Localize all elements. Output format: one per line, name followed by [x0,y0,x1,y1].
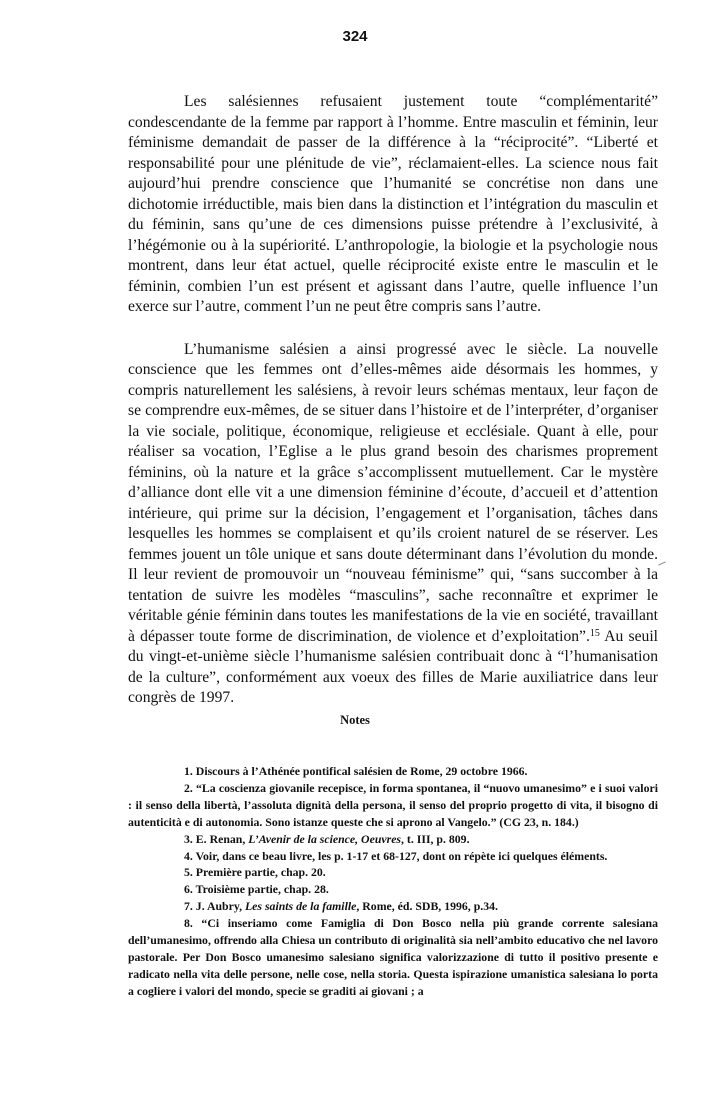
margin-mark [658,561,666,565]
note-8: 8. “Ci inseriamo come Famiglia di Don Bosco nella più grande corrente salesiana dell’umanesimo, offrendo alla Chiesa un contributo di originalità sia nell’ambito educativo che nel lavoro pastorale. Per Don Bosco umanesimo salesiano significa valorizzazione di tutto il positivo presente e radicato nella vita delle persone, nelle cose, nella storia. Questa ispirazione umanistica salesiana lo porta a cogliere i valori del mondo, specie se graditi ai giovani ; a [128,916,658,998]
note-5: 5. Première partie, chap. 20. [184,865,326,880]
note-4: 4. Voir, dans ce beau livre, les p. 1-17 et 68-127, dont on répète ici quelques éléments. [184,848,608,863]
note-3-text: 3. E. Renan, [184,831,249,846]
notes-heading: Notes [340,713,370,727]
note-7 [128,898,658,915]
note-6: 6. Troisième partie, chap. 28. [184,882,329,897]
note-7-text: 7. J. Aubry, [184,899,245,914]
notes-list [128,763,658,1000]
paragraph-2-tail: Au seuil du vingt-et-unième siècle l’humanisme salésien contribuait donc à “l’humanisation de la culture”, conformément aux voeux des filles de Marie auxiliatrice dans leur congrès de 1997. [128,627,658,706]
note-2: 2. “La coscienza giovanile recepisce, in forma spontanea, il “nuovo umanesimo” e i suoi valori : il senso della libertà, l’assoluta dignità della persona, il senso del proprio progetto di vita, il bisogno di autenticità e di autonomia. Sono istanze queste che si aprono al Vangelo.” (CG 23, n. 184.) [128,780,658,829]
paragraph-1: Les salésiennes refusaient justement toute “complémentarité” condescendante de la femme par rapport à l’homme. Entre masculin et féminin, leur féminisme demandait de passer de la différence à la “réciprocité”. “Liberté et responsabilité pour une plénitude de vie”, réclamaient-elles. La science nous fait aujourd’hui prendre conscience que l’humanité se concrétise non dans une dichotomie irréductible, mais bien dans la distinction et l’intégration du masculin et du féminin, sans qu’une de ces dimensions puisse prétendre à l’exclusivité, à l’hégémonie ou à la supériorité. L’anthropologie, la biologie et la psychologie nous montrent, dans leur état actuel, quelle réciprocité existe entre le masculin et le féminin, combien l’un est présent et agissant dans l’autre, quelle influence l’un exerce sur l’autre, comment l’un ne peut être compris sans l’autre. [128,93,658,315]
note-3 [128,831,658,848]
note-7-title: Les saints de la famille [244,899,357,914]
note-3-ref: , t. III, p. 809. [401,831,470,846]
note-3-title: L’Avenir de la science, Oeuvres [248,831,402,846]
page-number: 324 [342,28,368,45]
footnote-reference[interactable]: 15 [589,627,600,639]
note-7-ref: , Rome, éd. SDB, 1996, p.34. [356,899,498,914]
body-text [128,92,658,731]
paragraph-2 [128,340,658,709]
note-1: 1. Discours à l’Athénée pontifical salésien de Rome, 29 octobre 1966. [184,764,528,778]
paragraph-2-text: L’humanisme salésien a ainsi progressé avec le siècle. La nouvelle conscience que les femmes ont d’elles-mêmes aide désormais les hommes, y compris naturellement les salésiens, à revoir leurs schémas mentaux, leur façon de se comprendre eux-mêmes, de se situer dans l’histoire et de l’interpréter, d’organiser la vie sociale, politique, économique, religieuse et ecclésiale. Quant à elle, pour réaliser sa vocation, l’Eglise a le plus grand besoin des charismes proprement féminins, où la nature et la grâce s’accomplissent mutuellement. Car le mystère d’alliance dont elle vit a une dimension féminine d’écoute, d’accueil et d’attention intérieure, qui prime sur la décision, l’engagement et l’organisation, tâches dans lesquelles les hommes se complaisent et qu’ils croient naturel de se réserver. Les femmes jouent un tôle unique et sans doute déterminant dans l’évolution du monde. Il leur revient de promouvoir un “nouveau féminisme” qui, “sans succomber à la tentation de suivre les modèles “masculins”, sache reconnaître et exprimer le véritable génie féminin dans toutes les manifestations de la vie en société, travaillant à dépasser toute forme de discrimination, de violence et d’exploitation”. [128,340,658,645]
